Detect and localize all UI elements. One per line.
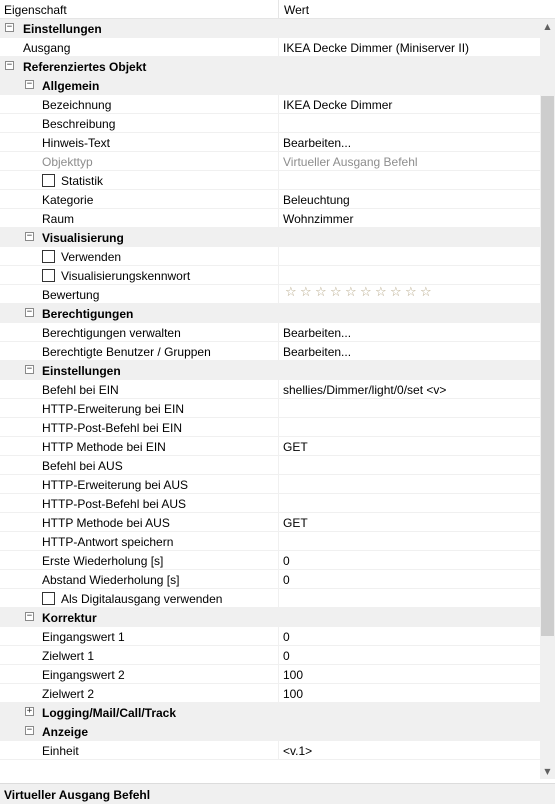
column-header-value[interactable]: Wert: [284, 3, 310, 17]
property-value[interactable]: 0: [283, 649, 290, 663]
property-value[interactable]: 0: [283, 630, 290, 644]
collapse-icon[interactable]: −: [26, 307, 33, 317]
column-divider: [278, 209, 279, 228]
property-label: HTTP-Erweiterung bei EIN: [42, 402, 185, 416]
property-row-http-post-befehl-bei-aus[interactable]: [0, 494, 540, 513]
description-title: Virtueller Ausgang Befehl: [4, 788, 151, 802]
property-value[interactable]: GET: [283, 440, 308, 454]
property-label: Objekttyp: [42, 155, 93, 169]
category-row-einstellungen[interactable]: [0, 361, 540, 380]
category-label: Referenziertes Objekt: [23, 60, 147, 74]
property-row-statistik[interactable]: [0, 171, 540, 190]
column-header-divider[interactable]: [278, 0, 279, 18]
column-divider: [278, 114, 279, 133]
category-label: Logging/Mail/Call/Track: [42, 706, 177, 720]
property-label: Zielwert 2: [42, 687, 95, 701]
column-header-property[interactable]: Eigenschaft: [4, 3, 67, 17]
scroll-up-arrow-icon[interactable]: ▲: [544, 22, 551, 31]
property-row-befehl-bei-ein[interactable]: [0, 380, 540, 399]
property-row-eingangswert-2[interactable]: [0, 665, 540, 684]
category-label: Berechtigungen: [42, 307, 134, 321]
column-divider: [278, 646, 279, 665]
star-icon[interactable]: ☆: [375, 285, 387, 300]
property-row-http-methode-bei-aus[interactable]: [0, 513, 540, 532]
property-label: Abstand Wiederholung [s]: [42, 573, 180, 587]
column-divider: [278, 247, 279, 266]
category-row-einstellungen[interactable]: [0, 19, 540, 38]
property-row-http-antwort-speichern[interactable]: [0, 532, 540, 551]
property-row-http-erweiterung-bei-aus[interactable]: [0, 475, 540, 494]
property-row-befehl-bei-aus[interactable]: [0, 456, 540, 475]
scrollbar-thumb[interactable]: [541, 96, 554, 636]
category-row-visualisierung[interactable]: [0, 228, 540, 247]
expand-icon[interactable]: +: [26, 706, 33, 716]
column-divider: [278, 513, 279, 532]
category-label: Allgemein: [42, 79, 100, 93]
property-label: Zielwert 1: [42, 649, 95, 663]
property-value[interactable]: Wohnzimmer: [283, 212, 354, 226]
property-value[interactable]: <v.1>: [283, 744, 313, 758]
property-row-zielwert-1[interactable]: [0, 646, 540, 665]
category-row-allgemein[interactable]: [0, 76, 540, 95]
property-label: Statistik: [61, 174, 104, 188]
column-divider: [278, 171, 279, 190]
property-row-berechtigungen-verwalten[interactable]: [0, 323, 540, 342]
property-label: HTTP-Post-Befehl bei AUS: [42, 497, 187, 511]
category-row-logging-mail-call-track[interactable]: [0, 703, 540, 722]
category-label: Visualisierung: [42, 231, 124, 245]
property-label: HTTP-Post-Befehl bei EIN: [42, 421, 183, 435]
column-divider: [278, 342, 279, 361]
checkbox-verwenden[interactable]: [42, 250, 55, 263]
property-label: Beschreibung: [42, 117, 116, 131]
property-label: Einheit: [42, 744, 79, 758]
star-icon[interactable]: ☆: [420, 285, 432, 300]
vertical-scrollbar[interactable]: [540, 19, 555, 779]
property-label: HTTP-Antwort speichern: [42, 535, 174, 549]
property-label: Berechtigte Benutzer / Gruppen: [42, 345, 211, 359]
checkbox-statistik[interactable]: [42, 174, 55, 187]
star-icon[interactable]: ☆: [345, 285, 357, 300]
column-divider: [278, 266, 279, 285]
property-label: Befehl bei AUS: [42, 459, 123, 473]
property-value[interactable]: IKEA Decke Dimmer: [283, 98, 393, 112]
property-value[interactable]: 0: [283, 554, 290, 568]
column-divider: [278, 589, 279, 608]
column-divider: [278, 741, 279, 760]
property-grid-header: [0, 0, 555, 19]
property-row-abstand-wiederholung-s[interactable]: [0, 570, 540, 589]
property-row-beschreibung[interactable]: [0, 114, 540, 133]
checkbox-als-digitalausgang-verwenden[interactable]: [42, 592, 55, 605]
column-divider: [278, 38, 279, 57]
column-divider: [278, 285, 279, 304]
property-row-zielwert-2[interactable]: [0, 684, 540, 703]
collapse-icon[interactable]: −: [26, 79, 33, 89]
column-divider: [278, 475, 279, 494]
category-row-korrektur[interactable]: [0, 608, 540, 627]
property-row-kategorie[interactable]: [0, 190, 540, 209]
property-label: Bewertung: [42, 288, 100, 302]
column-divider: [278, 551, 279, 570]
property-label: Raum: [42, 212, 75, 226]
column-divider: [278, 133, 279, 152]
property-row-http-post-befehl-bei-ein[interactable]: [0, 418, 540, 437]
property-value[interactable]: Bearbeiten...: [283, 136, 352, 150]
property-label: Eingangswert 1: [42, 630, 125, 644]
category-row-berechtigungen[interactable]: [0, 304, 540, 323]
column-divider: [278, 323, 279, 342]
column-divider: [278, 437, 279, 456]
star-icon[interactable]: ☆: [300, 285, 312, 300]
column-divider: [278, 95, 279, 114]
category-label: Einstellungen: [23, 22, 102, 36]
property-grid: [0, 19, 540, 779]
property-value[interactable]: 0: [283, 573, 290, 587]
column-divider: [278, 152, 279, 171]
property-label: HTTP Methode bei EIN: [42, 440, 166, 454]
property-label: Berechtigungen verwalten: [42, 326, 181, 340]
property-label: Bezeichnung: [42, 98, 112, 112]
description-panel: [0, 783, 555, 804]
property-row-hinweis-text[interactable]: [0, 133, 540, 152]
property-row-als-digitalausgang-verwenden[interactable]: [0, 589, 540, 608]
category-row-anzeige[interactable]: [0, 722, 540, 741]
property-row-eingangswert-1[interactable]: [0, 627, 540, 646]
property-label: HTTP-Erweiterung bei AUS: [42, 478, 189, 492]
column-divider: [278, 570, 279, 589]
property-row-http-methode-bei-ein[interactable]: [0, 437, 540, 456]
property-label: Als Digitalausgang verwenden: [61, 592, 223, 606]
column-divider: [278, 627, 279, 646]
category-row-referenziertes-objekt[interactable]: [0, 57, 540, 76]
property-label: Erste Wiederholung [s]: [42, 554, 164, 568]
property-row-http-erweiterung-bei-ein[interactable]: [0, 399, 540, 418]
category-label: Einstellungen: [42, 364, 121, 378]
column-divider: [278, 418, 279, 437]
column-divider: [278, 380, 279, 399]
star-icon[interactable]: ☆: [405, 285, 417, 300]
collapse-icon[interactable]: −: [26, 364, 33, 374]
collapse-icon[interactable]: −: [26, 231, 33, 241]
category-label: Korrektur: [42, 611, 97, 625]
collapse-icon[interactable]: −: [26, 611, 33, 621]
column-divider: [278, 399, 279, 418]
property-label: Visualisierungskennwort: [61, 269, 191, 283]
property-label: Befehl bei EIN: [42, 383, 119, 397]
column-divider: [278, 532, 279, 551]
collapse-icon[interactable]: −: [6, 60, 13, 70]
property-row-bewertung[interactable]: [0, 285, 540, 304]
column-divider: [278, 684, 279, 703]
property-value[interactable]: 100: [283, 687, 304, 701]
collapse-icon[interactable]: −: [26, 725, 33, 735]
column-divider: [278, 456, 279, 475]
column-divider: [278, 494, 279, 513]
property-value: Virtueller Ausgang Befehl: [283, 155, 418, 169]
rating-stars[interactable]: [285, 285, 435, 300]
property-label: HTTP Methode bei AUS: [42, 516, 170, 530]
property-label: Kategorie: [42, 193, 94, 207]
star-icon[interactable]: ☆: [330, 285, 342, 300]
property-value[interactable]: GET: [283, 516, 308, 530]
star-icon[interactable]: ☆: [315, 285, 327, 300]
property-label: Hinweis-Text: [42, 136, 111, 150]
property-row-ausgang[interactable]: [0, 38, 540, 57]
category-label: Anzeige: [42, 725, 89, 739]
property-row-visualisierungskennwort[interactable]: [0, 266, 540, 285]
property-row-erste-wiederholung-s[interactable]: [0, 551, 540, 570]
collapse-icon[interactable]: −: [6, 22, 13, 32]
property-label: Verwenden: [61, 250, 122, 264]
property-value[interactable]: Bearbeiten...: [283, 326, 352, 340]
column-divider: [278, 665, 279, 684]
property-label: Ausgang: [23, 41, 71, 55]
property-row-berechtigte-benutzer-gruppen[interactable]: [0, 342, 540, 361]
property-row-einheit[interactable]: [0, 741, 540, 760]
property-row-verwenden[interactable]: [0, 247, 540, 266]
column-divider: [278, 190, 279, 209]
star-icon[interactable]: ☆: [285, 285, 297, 300]
property-row-objekttyp[interactable]: [0, 152, 540, 171]
property-value[interactable]: shellies/Dimmer/light/0/set <v>: [283, 383, 447, 397]
star-icon[interactable]: ☆: [360, 285, 372, 300]
property-row-raum[interactable]: [0, 209, 540, 228]
scroll-down-arrow-icon[interactable]: ▼: [544, 767, 551, 776]
property-label: Eingangswert 2: [42, 668, 125, 682]
star-icon[interactable]: ☆: [390, 285, 402, 300]
property-value[interactable]: Bearbeiten...: [283, 345, 352, 359]
property-value[interactable]: Beleuchtung: [283, 193, 350, 207]
property-row-bezeichnung[interactable]: [0, 95, 540, 114]
checkbox-visualisierungskennwort[interactable]: [42, 269, 55, 282]
property-value[interactable]: 100: [283, 668, 304, 682]
property-value[interactable]: IKEA Decke Dimmer (Miniserver II): [283, 41, 470, 55]
